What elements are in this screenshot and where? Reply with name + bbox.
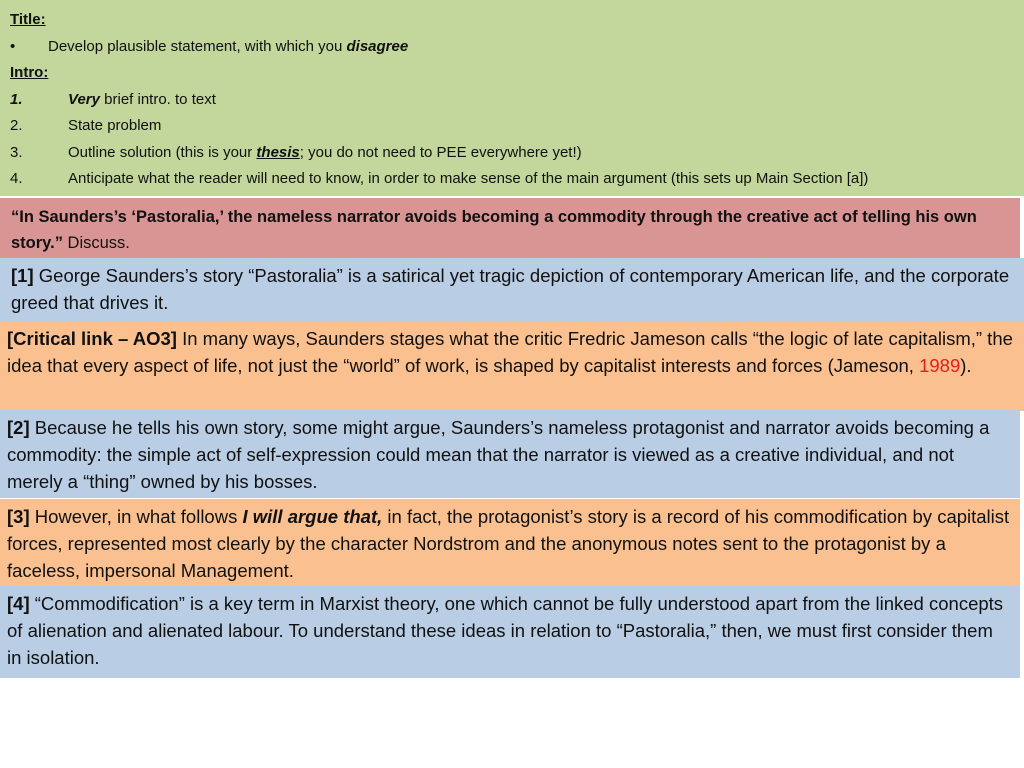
paragraph-text: In many ways, Saunders stages what the critic Fredric Jameson calls “the logic of late capitalism,” the idea that every aspect of life, not just the “world” of work, is shaped by capitalist interests and forces (Jameson, bbox=[7, 328, 1013, 377]
intro-heading: Intro: bbox=[10, 64, 49, 81]
intro-item-number: 2. bbox=[10, 117, 23, 134]
critical-link-paragraph bbox=[0, 321, 1024, 411]
intro-item-number: 3. bbox=[10, 143, 23, 161]
title-bullet-text: Develop plausible statement, with which you bbox=[48, 37, 347, 55]
paragraph-text: George Saunders’s story “Pastoralia” is a satirical yet tragic depiction of contemporary American life, and the corporate greed that drives it. bbox=[11, 265, 1010, 314]
paragraph-text-end: ). bbox=[960, 355, 972, 377]
intro-item-3 bbox=[10, 140, 1014, 167]
essay-question bbox=[0, 198, 1020, 260]
essay-plan-box bbox=[0, 0, 1024, 196]
paragraph-text: However, in what follows bbox=[29, 506, 243, 527]
intro-item-number: 4. bbox=[10, 170, 23, 187]
paragraph-text-end: in fact, the protagonist’s story is a record of his commodification by capitalist forces, represented most clearly by the character Nordstrom and the anonymous notes sent to the protagonist by a faceless, impersonal Management. bbox=[7, 506, 1010, 582]
title-bullet-item bbox=[10, 34, 1014, 61]
question-instruction: Discuss. bbox=[62, 234, 130, 252]
intro-item-text: Outline solution (this is your bbox=[68, 143, 257, 161]
intro-item-2 bbox=[10, 113, 1014, 140]
paragraph-marker: [3] bbox=[7, 506, 30, 527]
paragraph-3 bbox=[0, 499, 1020, 586]
intro-item-emphasis: Very bbox=[68, 90, 100, 108]
paragraph-text: “Commodification” is a key term in Marxist theory, one which cannot be fully understood apart from the linked concepts of alienation and alienated labour. To understand these ideas in relation to “Pastoralia,” then, we must first consider them in isolation. bbox=[7, 593, 1004, 669]
intro-item-text-end: ; you do not need to PEE everywhere yet!) bbox=[299, 143, 582, 161]
paragraph-text: Because he tells his own story, some might argue, Saunders’s nameless protagonist and narrator avoids becoming a commodity: the simple act of self-expression could mean that the narrator is viewed as a creative individual, and not merely a “thing” owned by his bosses. bbox=[7, 417, 990, 493]
intro-item-number: 1. bbox=[10, 90, 23, 108]
paragraph-2 bbox=[0, 410, 1020, 498]
intro-item-text: State problem bbox=[68, 117, 162, 134]
paragraph-4 bbox=[0, 586, 1020, 678]
intro-item-text: brief intro. to text bbox=[99, 90, 216, 108]
paragraph-marker: [4] bbox=[7, 593, 30, 614]
intro-item-emphasis: thesis bbox=[256, 143, 300, 161]
question-quote: “In Saunders’s ‘Pastoralia,’ the nameless narrator avoids becoming a commodity through the creative act of telling his own story.” bbox=[11, 208, 977, 252]
paragraph-marker: [1] bbox=[11, 265, 34, 286]
bullet-icon: • bbox=[10, 37, 16, 55]
intro-item-4 bbox=[10, 166, 1014, 193]
paragraph-emphasis: I will argue that, bbox=[242, 506, 383, 527]
intro-item-1 bbox=[10, 87, 1014, 114]
title-bullet-emphasis: disagree bbox=[346, 37, 409, 55]
paragraph-marker: [Critical link – AO3] bbox=[7, 328, 177, 349]
paragraph-1 bbox=[0, 258, 1024, 322]
intro-item-text: Anticipate what the reader will need to know, in order to make sense of the main argument (this sets up Main Section [a]) bbox=[68, 170, 869, 187]
title-heading: Title: bbox=[10, 11, 46, 28]
citation-year: 1989 bbox=[919, 355, 961, 377]
paragraph-marker: [2] bbox=[7, 417, 30, 438]
